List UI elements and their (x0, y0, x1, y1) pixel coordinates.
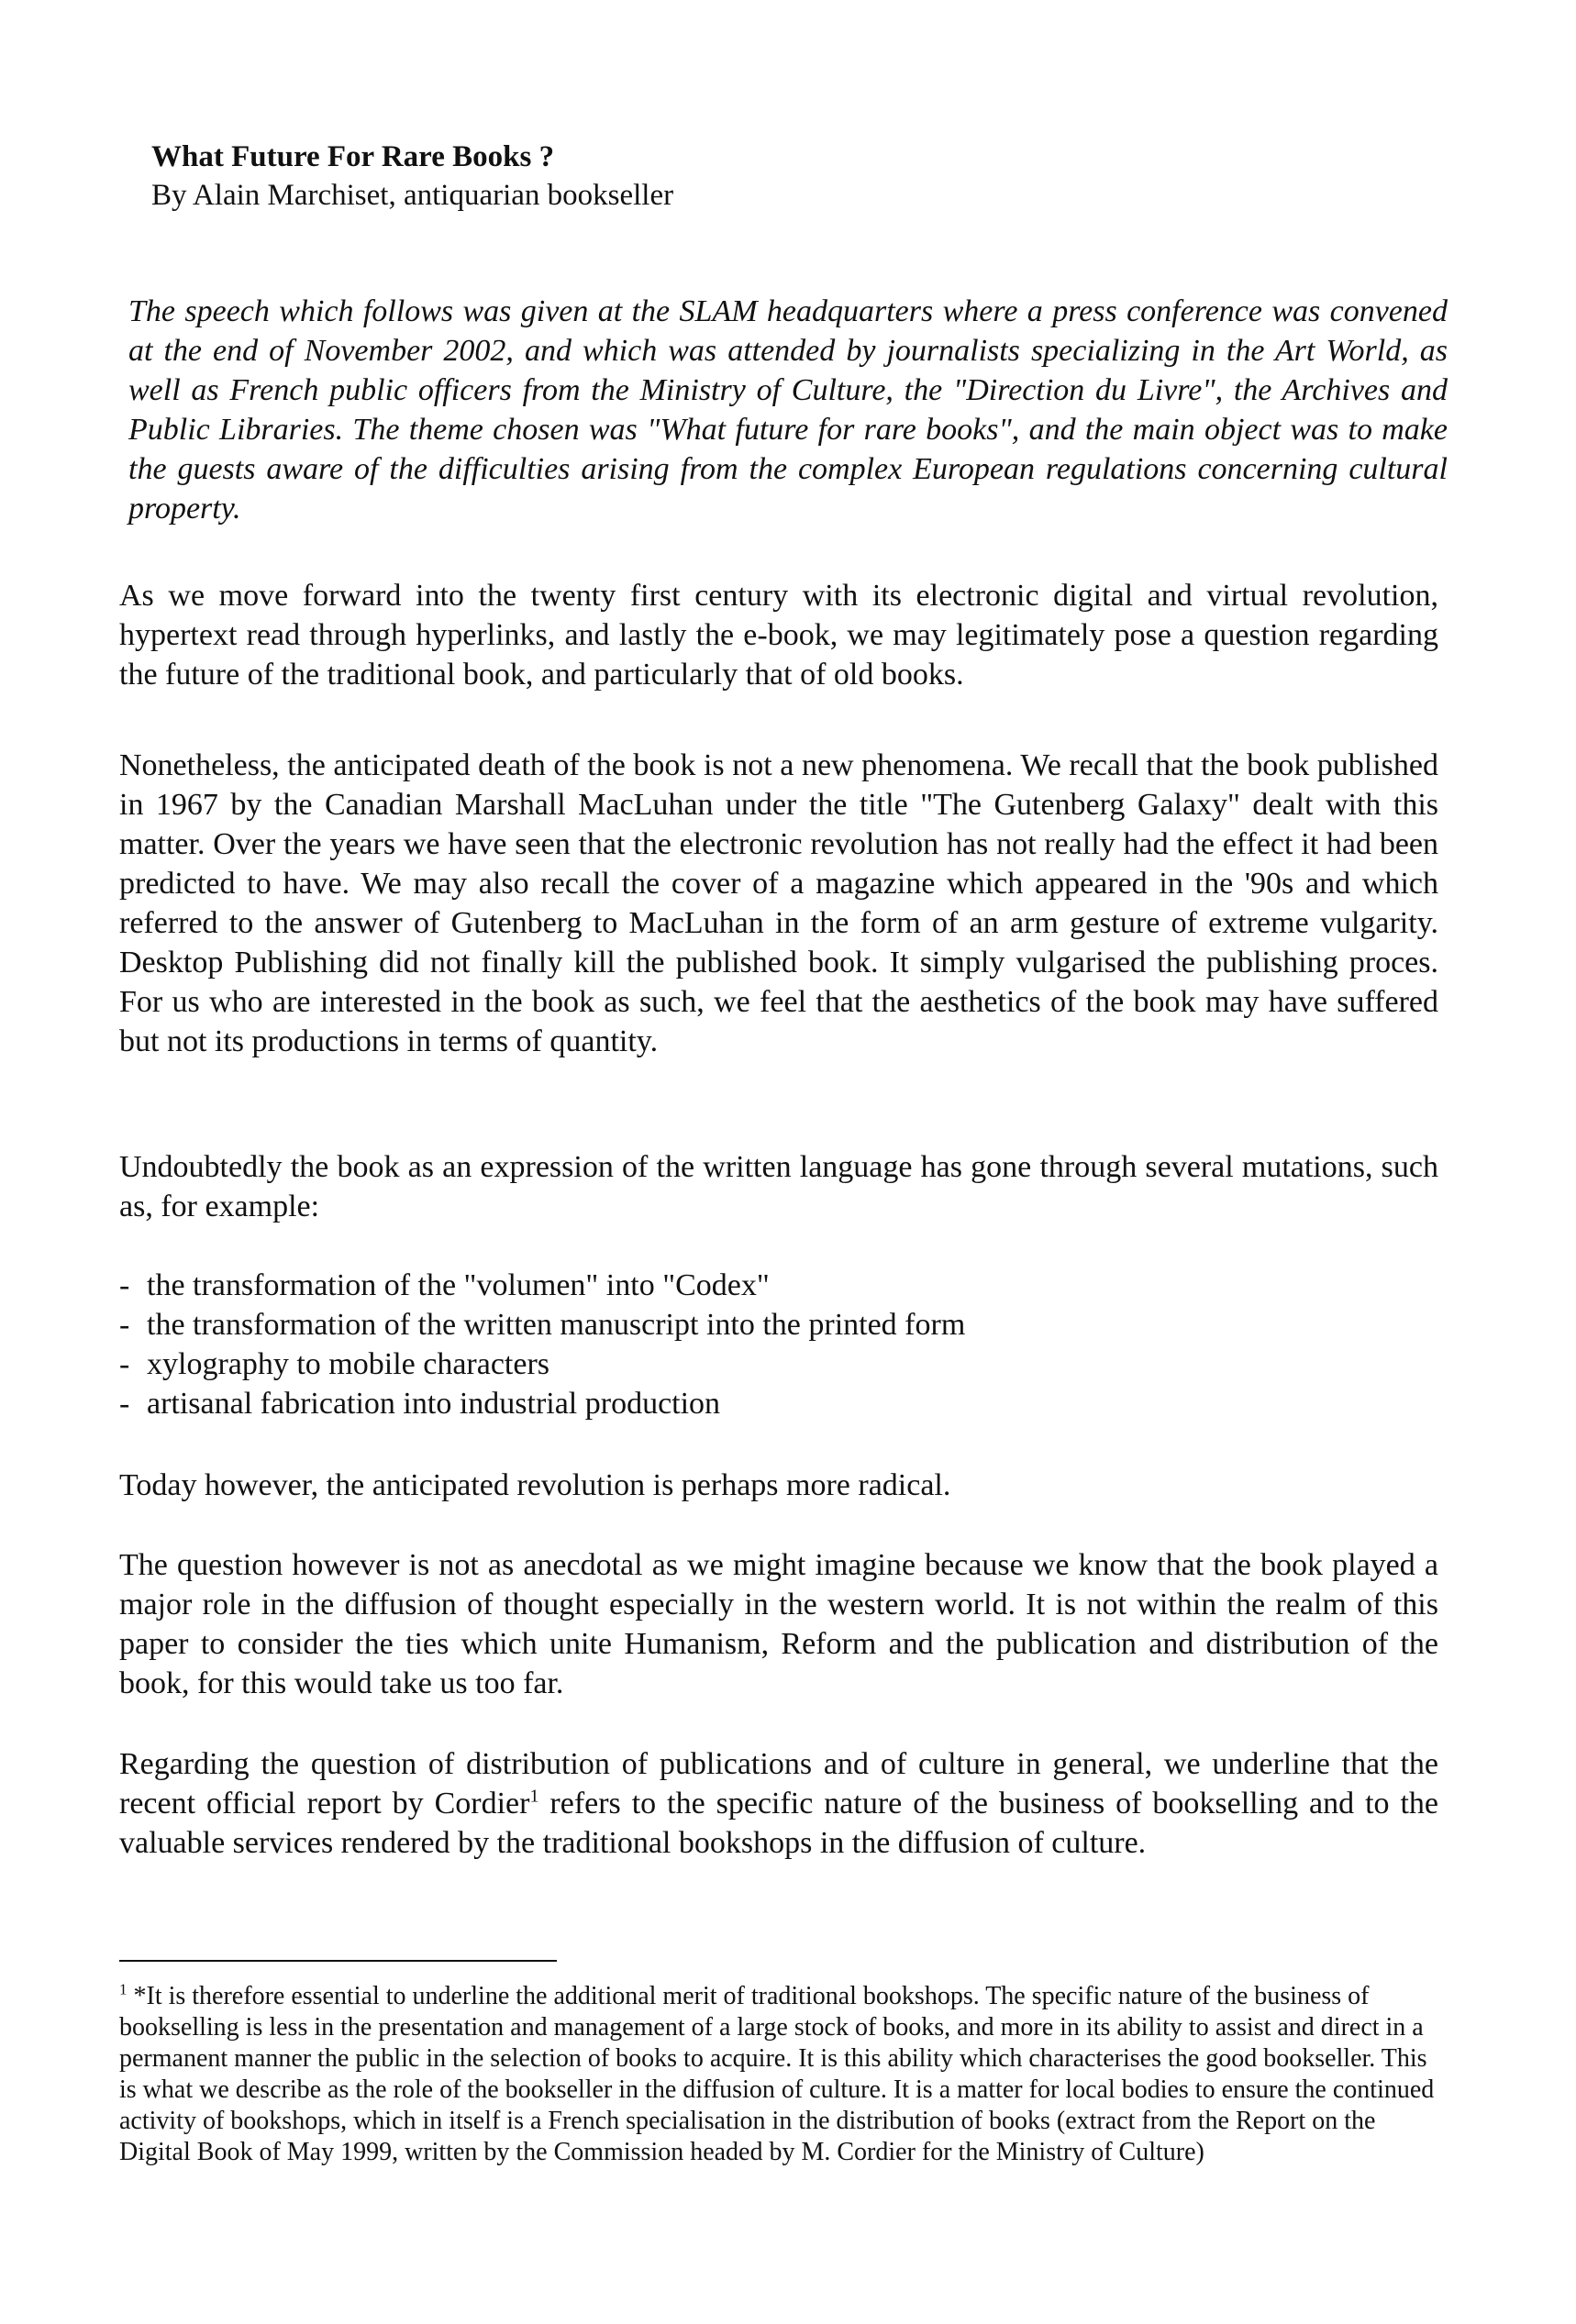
footnote-reference[interactable]: 1 (529, 1786, 539, 1807)
paragraph-2: Nonetheless, the anticipated death of the book is not a new phenomena. We recall that the book published in 1967 by the Canadian Marshall MacLuhan under the title "The Gutenberg Galaxy" dealt with this matter. Over the years we have seen that the electronic revolution has not really had the effect it had been predicted to have. We may also recall the cover of a magazine which appeared in the '90s and which referred to the answer of Gutenberg to MacLuhan in the form of an arm gesture of extreme vulgarity. Desktop Publishing did not finally kill the published book. It simply vulgarised the publishing proces. For us who are interested in the book as such, we feel that the aesthetics of the book may have suffered but not its productions in terms of quantity. (119, 748, 1438, 1058)
byline: By Alain Marchiset, antiquarian bookseller (151, 179, 674, 212)
footnote-divider (119, 1960, 557, 1962)
footnote (119, 1981, 1440, 2168)
list-item-text: the transformation of the written manuscript into the printed form (147, 1308, 966, 1342)
list-item (119, 1345, 965, 1384)
list-dash: - (119, 1347, 130, 1381)
list-item (119, 1384, 965, 1423)
paragraph-3: Undoubtedly the book as an expression of the written language has gone through several mutations, such as, for example: (119, 1150, 1438, 1223)
list-item-text: artisanal fabrication into industrial production (147, 1387, 721, 1421)
list-item (119, 1305, 965, 1345)
list-item-text: the transformation of the "volumen" into "Codex" (147, 1268, 770, 1302)
mutations-list (119, 1266, 965, 1423)
paragraph-6-text-a: Regarding the question of distribution of publications and of culture in general, we underline that the recent official report by Cordier (119, 1747, 1438, 1820)
list-dash: - (119, 1308, 130, 1342)
footnote-text: *It is therefore essential to underline the additional merit of traditional bookshops. The specific nature of the business of bookselling is less in the presentation and management of a large stock of books, and more in its ability to assist and direct in a permanent manner the public in the selection of books to acquire. It is this ability which characterises the good bookseller. This is what we describe as the role of the bookseller in the diffusion of culture. It is a matter for local bodies to ensure the continued activity of bookshops, which in itself is a French specialisation in the distribution of books (extract from the Report on the Digital Book of May 1999, written by the Commission headed by M. Cordier for the Ministry of Culture) (119, 1982, 1435, 2166)
paragraph-6 (119, 1744, 1438, 1863)
paragraph-6-text-b: refers to the specific nature of the business of bookselling and to the valuable services rendered by the traditional bookshops in the diffusion of culture. (119, 1787, 1439, 1860)
list-item-text: xylography to mobile characters (147, 1347, 550, 1381)
list-item (119, 1266, 965, 1305)
footnote-marker: 1 (119, 1980, 128, 1998)
list-dash: - (119, 1387, 130, 1421)
document-title: What Future For Rare Books ? (151, 140, 555, 173)
intro-paragraph: The speech which follows was given at the SLAM headquarters where a press conference was convened at the end of November 2002, and which was attended by journalists specializing in the Art World, as well as French public officers from the Ministry of Culture, the "Direction du Livre", the Archives and Public Libraries. The theme chosen was "What future for rare books", and the main object was to make the guests aware of the difficulties arising from the complex European regulations concerning cultural property. (128, 294, 1448, 526)
paragraph-4: Today however, the anticipated revolution is perhaps more radical. (119, 1468, 951, 1502)
paragraph-5: The question however is not as anecdotal as we might imagine because we know that the book played a major role in the diffusion of thought especially in the western world. It is not within the realm of this paper to consider the ties which unite Humanism, Reform and the publication and distribution of the book, for this would take us too far. (119, 1548, 1438, 1700)
title-block (151, 138, 673, 215)
list-dash: - (119, 1268, 130, 1302)
paragraph-1: As we move forward into the twenty first century with its electronic digital and virtual revolution, hypertext read through hyperlinks, and lastly the e-book, we may legitimately pose a question regarding the future of the traditional book, and particularly that of old books. (119, 579, 1438, 692)
